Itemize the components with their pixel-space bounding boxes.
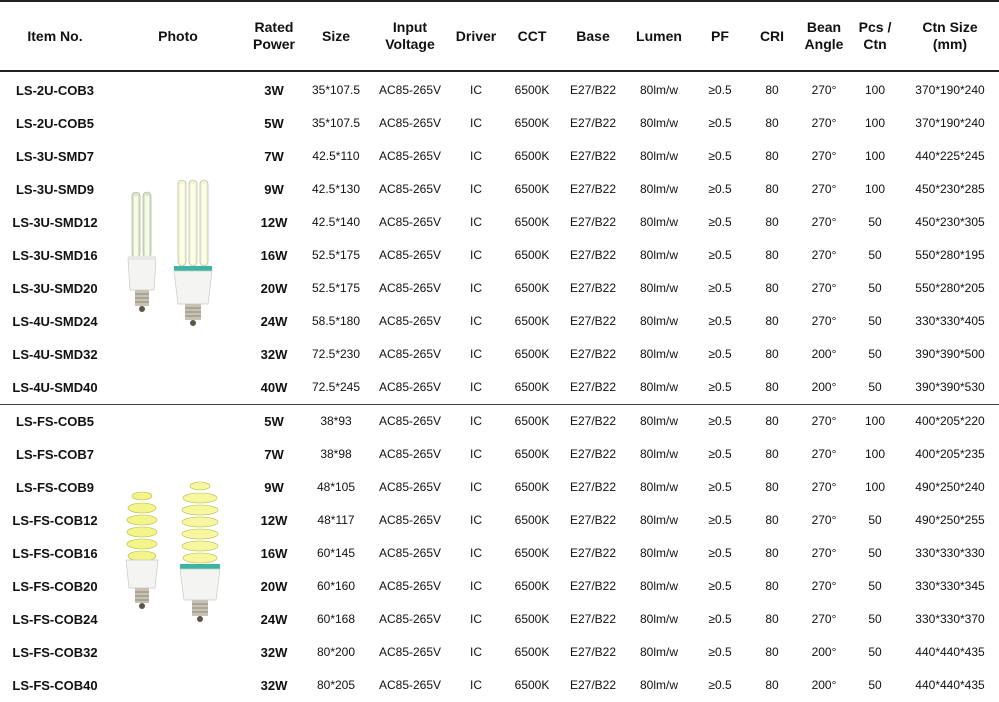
cell-base: E27/B22 — [569, 281, 617, 295]
cell-input-voltage: AC85-265V — [378, 149, 442, 163]
cell-item-no: LS-3U-SMD9 — [15, 182, 94, 197]
cell-input-voltage: AC85-265V — [378, 513, 442, 527]
header-cri: CRI — [759, 27, 785, 44]
cell-cri: 80 — [765, 149, 779, 163]
cell-driver: IC — [470, 447, 482, 461]
cell-driver: IC — [470, 83, 482, 97]
cell-pcs-ctn: 50 — [868, 347, 882, 361]
cell-ctn-size: 400*205*220 — [915, 414, 985, 428]
cell-lumen: 80lm/w — [639, 447, 678, 461]
cell-driver: IC — [470, 546, 482, 560]
cell-size: 80*205 — [316, 678, 356, 692]
cell-input-voltage: AC85-265V — [378, 678, 442, 692]
cell-pf: ≥0.5 — [708, 579, 732, 593]
cell-pf: ≥0.5 — [708, 347, 732, 361]
cell-pf: ≥0.5 — [708, 314, 732, 328]
cell-driver: IC — [470, 182, 482, 196]
cell-cct: 6500K — [514, 83, 550, 97]
cell-size: 42.5*140 — [311, 215, 361, 229]
cell-driver: IC — [470, 645, 482, 659]
header-lumen: Lumen — [636, 27, 682, 44]
cell-cri: 80 — [765, 380, 779, 394]
header-pf: PF — [711, 27, 729, 44]
cell-base: E27/B22 — [569, 447, 617, 461]
cell-driver: IC — [470, 612, 482, 626]
table-header — [0, 0, 999, 72]
cell-pcs-ctn: 50 — [868, 645, 882, 659]
cell-ctn-size: 450*230*305 — [915, 215, 985, 229]
table-row — [0, 74, 999, 107]
cell-pf: ≥0.5 — [708, 248, 732, 262]
cell-item-no: LS-FS-COB5 — [16, 414, 94, 429]
cell-ctn-size: 330*330*330 — [915, 546, 985, 560]
cell-lumen: 80lm/w — [639, 248, 678, 262]
cell-cri: 80 — [765, 347, 779, 361]
cell-cri: 80 — [765, 215, 779, 229]
cell-pf: ≥0.5 — [708, 513, 732, 527]
cell-size: 42.5*110 — [312, 149, 360, 163]
cell-cri: 80 — [765, 612, 779, 626]
cell-rated-power: 9W — [264, 480, 284, 495]
cell-pcs-ctn: 50 — [868, 380, 882, 394]
cell-driver: IC — [470, 281, 482, 295]
cell-cct: 6500K — [514, 678, 550, 692]
cell-pcs-ctn: 100 — [864, 83, 886, 97]
cell-size: 60*160 — [316, 579, 356, 593]
cell-base: E27/B22 — [569, 182, 617, 196]
header-rated-power: Rated Power — [252, 19, 295, 52]
cell-size: 48*105 — [316, 480, 356, 494]
cell-bean-angle: 270° — [811, 480, 837, 494]
cell-cct: 6500K — [514, 248, 550, 262]
cell-bean-angle: 270° — [811, 579, 837, 593]
cell-base: E27/B22 — [569, 248, 617, 262]
cell-item-no: LS-4U-SMD32 — [12, 347, 98, 362]
cell-cct: 6500K — [514, 645, 550, 659]
cell-ctn-size: 330*330*405 — [915, 314, 985, 328]
cell-bean-angle: 200° — [811, 380, 837, 394]
cell-input-voltage: AC85-265V — [378, 579, 442, 593]
cell-size: 72.5*245 — [311, 380, 361, 394]
cell-base: E27/B22 — [569, 546, 617, 560]
cell-item-no: LS-3U-SMD12 — [12, 215, 98, 230]
group-divider — [0, 404, 999, 405]
cell-rated-power: 5W — [264, 116, 284, 131]
cell-driver: IC — [470, 116, 482, 130]
cell-input-voltage: AC85-265V — [378, 248, 442, 262]
cell-input-voltage: AC85-265V — [378, 314, 442, 328]
cell-driver: IC — [470, 314, 482, 328]
cell-rated-power: 40W — [260, 380, 288, 395]
cell-size: 48*117 — [317, 513, 355, 527]
cell-pf: ≥0.5 — [708, 447, 732, 461]
cell-cct: 6500K — [514, 380, 550, 394]
cell-driver: IC — [470, 380, 482, 394]
cell-ctn-size: 440*440*435 — [915, 645, 985, 659]
cell-base: E27/B22 — [569, 149, 617, 163]
cell-item-no: LS-2U-COB5 — [15, 116, 94, 131]
cell-lumen: 80lm/w — [639, 579, 678, 593]
cell-pcs-ctn: 50 — [868, 248, 882, 262]
cell-rated-power: 20W — [260, 579, 288, 594]
cell-lumen: 80lm/w — [639, 182, 678, 196]
cell-bean-angle: 270° — [811, 281, 837, 295]
cell-cri: 80 — [765, 447, 779, 461]
cell-driver: IC — [470, 149, 482, 163]
header-ctn-size: Ctn Size (mm) — [922, 19, 978, 52]
cell-cct: 6500K — [514, 314, 550, 328]
cell-bean-angle: 200° — [811, 678, 837, 692]
cell-cri: 80 — [765, 83, 779, 97]
cell-rated-power: 16W — [260, 248, 288, 263]
table-row — [0, 140, 999, 173]
cell-ctn-size: 550*280*205 — [915, 281, 985, 295]
cell-pf: ≥0.5 — [708, 182, 732, 196]
cell-bean-angle: 200° — [811, 645, 837, 659]
cell-bean-angle: 270° — [811, 248, 837, 262]
cell-item-no: LS-2U-COB3 — [15, 83, 94, 98]
cell-bean-angle: 200° — [811, 347, 837, 361]
cell-size: 35*107.5 — [311, 116, 361, 130]
cell-cct: 6500K — [514, 116, 550, 130]
cell-bean-angle: 270° — [811, 83, 837, 97]
cell-cri: 80 — [765, 513, 779, 527]
cell-driver: IC — [470, 480, 482, 494]
cell-pcs-ctn: 100 — [864, 149, 886, 163]
cell-size: 60*168 — [316, 612, 356, 626]
cell-cct: 6500K — [514, 579, 550, 593]
header-input-voltage: Input Voltage — [385, 19, 435, 52]
cell-bean-angle: 270° — [811, 116, 837, 130]
cell-cct: 6500K — [514, 513, 550, 527]
cell-cri: 80 — [765, 248, 779, 262]
cell-rated-power: 5W — [264, 414, 284, 429]
cell-pcs-ctn: 100 — [864, 480, 886, 494]
cell-bean-angle: 270° — [811, 414, 837, 428]
cell-pf: ≥0.5 — [708, 480, 732, 494]
cell-input-voltage: AC85-265V — [378, 116, 442, 130]
cell-lumen: 80lm/w — [639, 149, 678, 163]
cell-cct: 6500K — [514, 546, 550, 560]
cell-bean-angle: 270° — [811, 612, 837, 626]
cell-pcs-ctn: 100 — [864, 447, 886, 461]
cell-bean-angle: 270° — [811, 447, 837, 461]
cell-item-no: LS-FS-COB32 — [12, 645, 98, 660]
cell-driver: IC — [470, 347, 482, 361]
cell-cct: 6500K — [514, 182, 550, 196]
cell-rated-power: 3W — [264, 83, 284, 98]
cell-pcs-ctn: 100 — [864, 116, 886, 130]
cell-cri: 80 — [765, 314, 779, 328]
cell-pcs-ctn: 50 — [868, 215, 882, 229]
cell-rated-power: 20W — [260, 281, 288, 296]
header-bean-angle: Bean Angle — [804, 19, 844, 52]
cell-lumen: 80lm/w — [639, 281, 678, 295]
cell-bean-angle: 270° — [811, 546, 837, 560]
cell-ctn-size: 390*390*530 — [915, 380, 985, 394]
cell-input-voltage: AC85-265V — [378, 612, 442, 626]
cell-lumen: 80lm/w — [639, 678, 678, 692]
cell-item-no: LS-FS-COB16 — [12, 546, 98, 561]
cell-ctn-size: 330*330*345 — [915, 579, 985, 593]
cell-ctn-size: 440*440*435 — [915, 678, 985, 692]
cell-cri: 80 — [765, 281, 779, 295]
cell-ctn-size: 450*230*285 — [915, 182, 985, 196]
cell-driver: IC — [470, 414, 482, 428]
header-base: Base — [576, 27, 610, 44]
cell-base: E27/B22 — [569, 347, 617, 361]
cell-rated-power: 9W — [264, 182, 284, 197]
cell-input-voltage: AC85-265V — [378, 645, 442, 659]
u-shaped-cob-bulb-photo — [118, 178, 240, 328]
cell-rated-power: 32W — [260, 347, 288, 362]
cell-lumen: 80lm/w — [639, 513, 678, 527]
cell-bean-angle: 270° — [811, 513, 837, 527]
cell-ctn-size: 370*190*240 — [915, 83, 985, 97]
table-row — [0, 107, 999, 140]
cell-item-no: LS-FS-COB24 — [12, 612, 98, 627]
cell-lumen: 80lm/w — [639, 380, 678, 394]
table-row — [0, 405, 999, 438]
cell-base: E27/B22 — [569, 480, 617, 494]
cell-cct: 6500K — [514, 215, 550, 229]
cell-item-no: LS-3U-SMD20 — [12, 281, 98, 296]
cell-ctn-size: 390*390*500 — [915, 347, 985, 361]
cell-item-no: LS-3U-SMD7 — [15, 149, 94, 164]
cell-pf: ≥0.5 — [708, 546, 732, 560]
cell-item-no: LS-4U-SMD24 — [12, 314, 98, 329]
table-row — [0, 338, 999, 371]
table-row — [0, 371, 999, 404]
cell-lumen: 80lm/w — [639, 612, 678, 626]
cell-lumen: 80lm/w — [639, 116, 678, 130]
cell-driver: IC — [470, 215, 482, 229]
cell-base: E27/B22 — [569, 116, 617, 130]
cell-cri: 80 — [765, 116, 779, 130]
cell-base: E27/B22 — [569, 513, 617, 527]
cell-input-voltage: AC85-265V — [378, 182, 442, 196]
cell-ctn-size: 440*225*245 — [915, 149, 985, 163]
cell-input-voltage: AC85-265V — [378, 215, 442, 229]
cell-cct: 6500K — [514, 414, 550, 428]
cell-cri: 80 — [765, 579, 779, 593]
cell-cct: 6500K — [514, 347, 550, 361]
cell-input-voltage: AC85-265V — [378, 447, 442, 461]
cell-base: E27/B22 — [569, 579, 617, 593]
cell-base: E27/B22 — [569, 612, 617, 626]
cell-input-voltage: AC85-265V — [378, 347, 442, 361]
cell-base: E27/B22 — [569, 215, 617, 229]
cell-lumen: 80lm/w — [639, 480, 678, 494]
cell-cct: 6500K — [514, 480, 550, 494]
cell-size: 58.5*180 — [311, 314, 361, 328]
cell-pf: ≥0.5 — [708, 215, 732, 229]
header-item-no: Item No. — [27, 27, 83, 44]
header-driver: Driver — [455, 27, 497, 44]
cell-bean-angle: 270° — [811, 149, 837, 163]
cell-rated-power: 32W — [260, 645, 288, 660]
cell-item-no: LS-FS-COB9 — [16, 480, 94, 495]
cell-pcs-ctn: 50 — [868, 579, 882, 593]
cell-item-no: LS-FS-COB7 — [16, 447, 94, 462]
cell-item-no: LS-FS-COB40 — [12, 678, 98, 693]
cell-rated-power: 7W — [264, 149, 284, 164]
cell-ctn-size: 370*190*240 — [915, 116, 985, 130]
cell-ctn-size: 400*205*235 — [915, 447, 985, 461]
cell-pcs-ctn: 100 — [864, 182, 886, 196]
cell-base: E27/B22 — [569, 380, 617, 394]
cell-pf: ≥0.5 — [708, 645, 732, 659]
cell-cct: 6500K — [514, 612, 550, 626]
cell-ctn-size: 490*250*240 — [915, 480, 985, 494]
cell-lumen: 80lm/w — [639, 414, 678, 428]
cell-cct: 6500K — [514, 447, 550, 461]
cell-item-no: LS-FS-COB20 — [12, 579, 98, 594]
cell-cri: 80 — [765, 182, 779, 196]
cell-driver: IC — [470, 248, 482, 262]
cell-size: 38*98 — [320, 447, 352, 461]
cell-item-no: LS-3U-SMD16 — [12, 248, 98, 263]
cell-pf: ≥0.5 — [708, 281, 732, 295]
cell-rated-power: 12W — [260, 513, 288, 528]
cell-pcs-ctn: 50 — [868, 281, 882, 295]
cell-item-no: LS-4U-SMD40 — [12, 380, 98, 395]
cell-rated-power: 16W — [260, 546, 288, 561]
cell-pf: ≥0.5 — [708, 414, 732, 428]
cell-bean-angle: 270° — [811, 182, 837, 196]
cell-size: 60*145 — [316, 546, 356, 560]
cell-ctn-size: 550*280*195 — [915, 248, 985, 262]
cell-rated-power: 7W — [264, 447, 284, 462]
spiral-cob-bulb-photo — [116, 480, 240, 628]
cell-item-no: LS-FS-COB12 — [12, 513, 98, 528]
cell-lumen: 80lm/w — [639, 215, 678, 229]
cell-pf: ≥0.5 — [708, 116, 732, 130]
cell-cct: 6500K — [514, 281, 550, 295]
cell-base: E27/B22 — [569, 414, 617, 428]
cell-base: E27/B22 — [569, 314, 617, 328]
cell-driver: IC — [470, 513, 482, 527]
cell-pf: ≥0.5 — [708, 678, 732, 692]
cell-lumen: 80lm/w — [639, 546, 678, 560]
cell-input-voltage: AC85-265V — [378, 83, 442, 97]
table-row — [0, 438, 999, 471]
cell-driver: IC — [470, 579, 482, 593]
cell-ctn-size: 330*330*370 — [915, 612, 985, 626]
cell-cri: 80 — [765, 480, 779, 494]
cell-size: 52.5*175 — [311, 281, 361, 295]
cell-lumen: 80lm/w — [639, 347, 678, 361]
header-pcs-ctn: Pcs / Ctn — [858, 19, 892, 52]
cell-input-voltage: AC85-265V — [378, 281, 442, 295]
cell-size: 35*107.5 — [311, 83, 361, 97]
cell-bean-angle: 270° — [811, 314, 837, 328]
cell-lumen: 80lm/w — [639, 83, 678, 97]
cell-ctn-size: 490*250*255 — [915, 513, 985, 527]
cell-cct: 6500K — [514, 149, 550, 163]
cell-rated-power: 24W — [260, 314, 288, 329]
cell-size: 42.5*130 — [311, 182, 361, 196]
cell-pcs-ctn: 100 — [864, 414, 886, 428]
cell-size: 38*93 — [320, 414, 352, 428]
cell-base: E27/B22 — [569, 83, 617, 97]
header-cct: CCT — [517, 27, 547, 44]
cell-bean-angle: 270° — [811, 215, 837, 229]
cell-lumen: 80lm/w — [639, 314, 678, 328]
cell-pf: ≥0.5 — [708, 380, 732, 394]
cell-base: E27/B22 — [569, 678, 617, 692]
cell-size: 80*200 — [316, 645, 356, 659]
cell-input-voltage: AC85-265V — [378, 380, 442, 394]
cell-pcs-ctn: 50 — [868, 612, 882, 626]
cell-pcs-ctn: 50 — [868, 314, 882, 328]
cell-lumen: 80lm/w — [639, 645, 678, 659]
cell-rated-power: 12W — [260, 215, 288, 230]
cell-cri: 80 — [765, 546, 779, 560]
cell-input-voltage: AC85-265V — [378, 480, 442, 494]
cell-rated-power: 24W — [260, 612, 288, 627]
cell-base: E27/B22 — [569, 645, 617, 659]
cell-pf: ≥0.5 — [708, 612, 732, 626]
cell-rated-power: 32W — [260, 678, 288, 693]
cell-pf: ≥0.5 — [708, 149, 732, 163]
cell-pf: ≥0.5 — [708, 83, 732, 97]
cell-pcs-ctn: 50 — [868, 546, 882, 560]
table-row — [0, 669, 999, 702]
cell-cri: 80 — [765, 414, 779, 428]
cell-cri: 80 — [765, 678, 779, 692]
cell-pcs-ctn: 50 — [868, 513, 882, 527]
cell-cri: 80 — [765, 645, 779, 659]
cell-size: 72.5*230 — [311, 347, 361, 361]
table-row — [0, 636, 999, 669]
header-size: Size — [321, 27, 350, 44]
cell-size: 52.5*175 — [311, 248, 361, 262]
cell-pcs-ctn: 50 — [868, 678, 882, 692]
header-photo: Photo — [158, 27, 198, 44]
cell-input-voltage: AC85-265V — [378, 546, 442, 560]
cell-driver: IC — [470, 678, 482, 692]
cell-input-voltage: AC85-265V — [378, 414, 442, 428]
